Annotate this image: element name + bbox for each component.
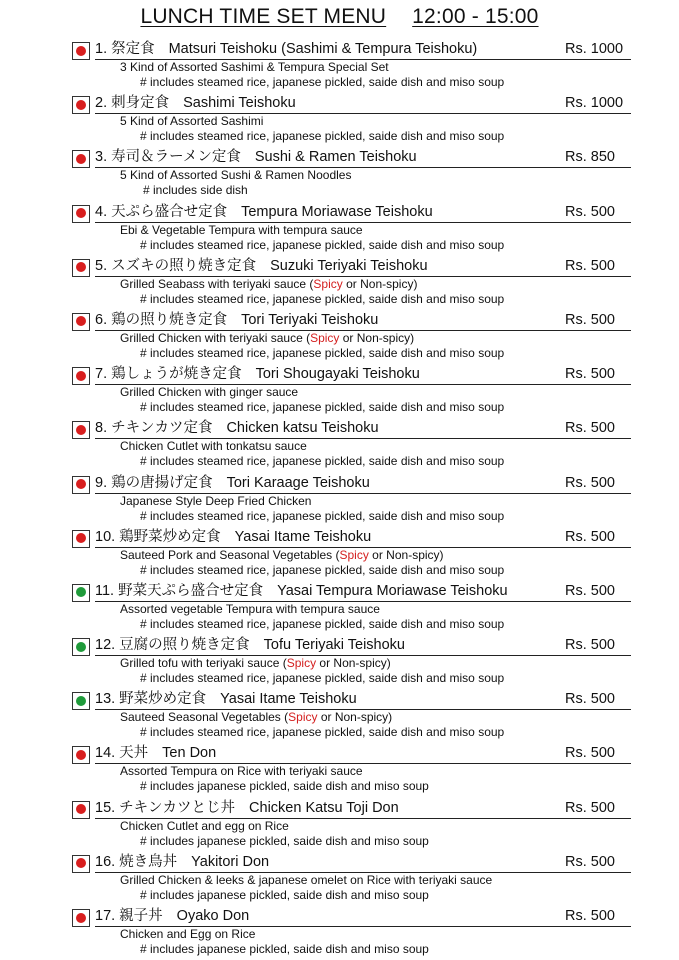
item-includes: # includes steamed rice, japanese pickled, saide dish and miso soup [140,345,505,360]
item-headline [95,203,631,223]
item-price: Rs. 500 [565,311,615,328]
item-headline [95,636,631,656]
item-english-name: Ten Don [162,745,217,762]
item-includes: # includes side dish [143,183,248,198]
item-japanese-name: 鶏しょうが焼き定食 [111,366,242,383]
item-headline [95,690,631,710]
item-description: Chicken Cutlet and egg on Rice [120,818,289,833]
non-veg-mark-icon [72,855,90,873]
item-number: 11. [95,582,115,599]
item-headline [95,799,631,819]
item-description-line [120,494,311,508]
item-description-line [120,223,363,237]
menu-item [0,417,679,471]
menu-item [0,38,679,92]
item-headline [95,907,631,927]
item-includes: # includes japanese pickled, saide dish and miso soup [140,942,429,956]
item-description: Grilled Chicken with ginger sauce [120,385,299,400]
item-price: Rs. 500 [565,420,615,437]
non-veg-mark-icon [72,746,90,764]
item-description: Grilled Seabass with teriyaki sauce ( [120,276,314,291]
item-price: Rs. 500 [565,799,615,816]
item-includes: # includes steamed rice, japanese pickled, saide dish and miso soup [140,562,505,577]
item-japanese-name: 鶏の唐揚げ定食 [111,474,213,491]
item-description-line [120,602,380,616]
item-english-name: Oyako Don [176,908,250,924]
item-description: 5 Kind of Assorted Sashimi [120,114,264,129]
item-price: Rs. 500 [565,366,615,383]
item-price: Rs. 500 [565,853,615,870]
item-english-name: Chicken Katsu Toji Don [249,799,399,816]
item-headline [95,94,631,114]
dot-icon [76,154,86,164]
item-english-name: Tori Shougayaki Teishoku [255,366,420,383]
item-description-line [120,114,263,128]
item-japanese-name: 天丼 [119,745,149,762]
menu-title [0,5,679,29]
non-veg-mark-icon [72,476,90,494]
non-veg-mark-icon [72,367,90,385]
item-price: Rs. 500 [565,257,615,274]
menu-item [0,472,679,526]
dot-icon [76,913,86,923]
dot-icon [76,262,86,272]
item-japanese-name: チキンカツ定食 [111,420,213,437]
item-english-name: Yasai Itame Teishoku [234,528,372,545]
item-english-name: Yasai Tempura Moriawase Teishoku [277,582,508,599]
item-headline [95,474,631,494]
item-english-name: Tori Karaage Teishoku [226,474,370,491]
non-veg-mark-icon [72,530,90,548]
non-veg-mark-icon [72,150,90,168]
item-description-line [120,819,289,833]
menu-item [0,363,679,417]
item-japanese-name: 鶏の照り焼き定食 [111,311,228,328]
menu-item [0,146,679,200]
item-includes: # includes steamed rice, japanese pickled, saide dish and miso soup [140,725,505,740]
item-headline [95,419,631,439]
item-description: Chicken Cutlet with tonkatsu sauce [120,439,307,454]
item-description-line [120,168,351,182]
menu-item [0,92,679,146]
spicy-label: Spicy [288,710,318,725]
dot-icon [76,642,86,652]
item-number: 1. [95,41,108,57]
item-english-name: Chicken katsu Teishoku [226,420,379,437]
item-price: Rs. 500 [565,691,615,708]
menu-item [0,851,679,905]
dot-icon [76,100,86,110]
item-headline [95,40,631,60]
item-includes: # includes steamed rice, japanese pickled, saide dish and miso soup [140,237,505,252]
item-english-name: Matsuri Teishoku (Sashimi & Tempura Teishoku) [168,41,478,57]
item-description-rest: or Non-spicy) [317,710,393,725]
item-number: 17. [95,908,116,924]
item-description-line [120,927,255,941]
item-number: 2. [95,95,108,112]
item-japanese-name: 親子丼 [119,908,163,924]
item-english-name: Yakitori Don [191,853,270,870]
item-english-name: Tori Teriyaki Teishoku [241,311,379,328]
item-price: Rs. 500 [565,637,615,654]
item-includes: # includes steamed rice, japanese pickled, saide dish and miso soup [140,454,505,469]
item-description: Assorted vegetable Tempura with tempura sauce [120,601,380,616]
menu-item-list [0,38,679,959]
item-english-name: Yasai Itame Teishoku [220,691,357,708]
menu-item [0,309,679,363]
menu-item [0,201,679,255]
item-description-line [120,656,391,670]
item-headline [95,582,631,602]
dot-icon [76,316,86,326]
item-price: Rs. 850 [565,149,615,166]
item-headline [95,853,631,873]
dot-icon [76,804,86,814]
item-price: Rs. 500 [565,528,615,545]
menu-item [0,688,679,742]
item-headline [95,311,631,331]
item-number: 14. [95,745,116,762]
item-description: 3 Kind of Assorted Sashimi & Tempura Special Set [120,60,389,74]
item-description: Sauteed Pork and Seasonal Vegetables ( [120,547,340,562]
item-price: Rs. 1000 [565,41,624,57]
item-japanese-name: 野菜天ぷら盛合せ定食 [118,582,264,599]
menu-title-hours: 12:00 - 15:00 [412,5,539,28]
item-description-line [120,764,363,778]
non-veg-mark-icon [72,909,90,927]
item-japanese-name: チキンカツとじ丼 [119,799,236,816]
non-veg-mark-icon [72,259,90,277]
item-number: 10. [95,528,116,545]
item-headline [95,365,631,385]
item-description-line [120,277,417,291]
item-includes: # includes japanese pickled, saide dish and miso soup [140,833,429,848]
non-veg-mark-icon [72,42,90,60]
item-headline [95,257,631,277]
menu-item [0,526,679,580]
item-description-line [120,331,414,345]
item-description: Japanese Style Deep Fried Chicken [120,493,312,508]
veg-mark-icon [72,584,90,602]
dot-icon [76,587,86,597]
item-description-rest: or Non-spicy) [342,276,418,291]
item-price: Rs. 500 [565,908,615,924]
non-veg-mark-icon [72,801,90,819]
item-includes: # includes steamed rice, japanese pickled, saide dish and miso soup [140,508,505,523]
item-description-rest: or Non-spicy) [316,656,391,671]
item-includes: # includes steamed rice, japanese pickled, saide dish and miso soup [140,671,505,686]
item-description-line [120,439,307,453]
item-number: 7. [95,366,108,383]
menu-item [0,634,679,688]
item-price: Rs. 500 [565,582,615,599]
item-headline [95,148,631,168]
item-number: 6. [95,311,108,328]
non-veg-mark-icon [72,96,90,114]
menu-item [0,742,679,796]
item-number: 16. [95,853,116,870]
menu-item [0,255,679,309]
item-includes: # includes steamed rice, japanese pickled, saide dish and miso soup [140,616,505,631]
item-english-name: Sushi & Ramen Teishoku [254,149,417,166]
item-japanese-name: 天ぷら盛合せ定食 [111,203,228,220]
item-description-line [120,385,298,399]
menu-item [0,905,679,959]
item-japanese-name: 寿司＆ラーメン定食 [111,149,241,166]
item-description: Ebi & Vegetable Tempura with tempura sauce [120,222,363,237]
item-price: Rs. 500 [565,745,615,762]
item-description: 5 Kind of Assorted Sushi & Ramen Noodles [120,168,352,183]
spicy-label: Spicy [286,656,317,671]
item-description: Chicken and Egg on Rice [120,927,256,941]
item-number: 4. [95,203,108,220]
item-english-name: Suzuki Teriyaki Teishoku [270,257,428,274]
menu-item [0,797,679,851]
item-description-line [120,60,389,74]
item-includes: # includes steamed rice, japanese pickled, saide dish and miso soup [140,75,505,89]
dot-icon [76,208,86,218]
dot-icon [76,371,86,381]
item-number: 8. [95,420,108,437]
dot-icon [76,750,86,760]
item-japanese-name: 豆腐の照り焼き定食 [119,637,250,654]
item-price: Rs. 500 [565,203,615,220]
item-includes: # includes steamed rice, japanese pickled, saide dish and miso soup [140,291,505,306]
item-japanese-name: 焼き鳥丼 [119,853,178,870]
item-description-line [120,548,444,562]
spicy-label: Spicy [310,330,340,345]
item-number: 15. [95,799,116,816]
item-number: 12. [95,637,116,654]
item-includes: # includes japanese pickled, saide dish and miso soup [140,887,429,902]
item-headline [95,528,631,548]
dot-icon [76,858,86,868]
item-description-rest: or Non-spicy) [368,547,444,562]
item-description: Grilled Chicken with teriyaki sauce ( [120,330,311,345]
item-number: 13. [95,691,116,708]
item-description-rest: or Non-spicy) [339,330,415,345]
item-description: Grilled tofu with teriyaki sauce ( [120,656,287,671]
non-veg-mark-icon [72,205,90,223]
item-japanese-name: 野菜炒め定食 [119,691,207,708]
item-includes: # includes japanese pickled, saide dish and miso soup [140,779,429,794]
item-description: Assorted Tempura on Rice with teriyaki sauce [120,764,363,779]
item-number: 5. [95,257,108,274]
menu-title-main: LUNCH TIME SET MENU [140,5,387,28]
item-english-name: Tofu Teriyaki Teishoku [263,637,405,654]
item-english-name: Sashimi Teishoku [183,95,296,112]
spicy-label: Spicy [313,276,343,291]
item-description-line [120,710,392,724]
non-veg-mark-icon [72,313,90,331]
dot-icon [76,696,86,706]
item-japanese-name: 鶏野菜炒め定食 [119,528,221,545]
dot-icon [76,46,86,56]
dot-icon [76,425,86,435]
dot-icon [76,479,86,489]
item-japanese-name: 祭定食 [111,41,155,57]
spicy-label: Spicy [339,547,369,562]
veg-mark-icon [72,692,90,710]
item-description: Grilled Chicken & leeks & japanese omelet on Rice with teriyaki sauce [120,872,493,887]
item-japanese-name: 刺身定食 [111,95,170,112]
dot-icon [76,533,86,543]
item-number: 3. [95,149,108,166]
non-veg-mark-icon [72,421,90,439]
item-japanese-name: スズキの照り焼き定食 [111,257,257,274]
item-description: Sauteed Seasonal Vegetables ( [120,710,289,725]
item-headline [95,744,631,764]
item-price: Rs. 500 [565,474,615,491]
item-price: Rs. 1000 [565,95,624,112]
menu-item [0,580,679,634]
item-number: 9. [95,474,108,491]
item-description-line [120,873,492,887]
veg-mark-icon [72,638,90,656]
item-english-name: Tempura Moriawase Teishoku [241,203,433,220]
item-includes: # includes steamed rice, japanese pickled, saide dish and miso soup [140,129,505,144]
item-includes: # includes steamed rice, japanese pickled, saide dish and miso soup [140,400,505,415]
